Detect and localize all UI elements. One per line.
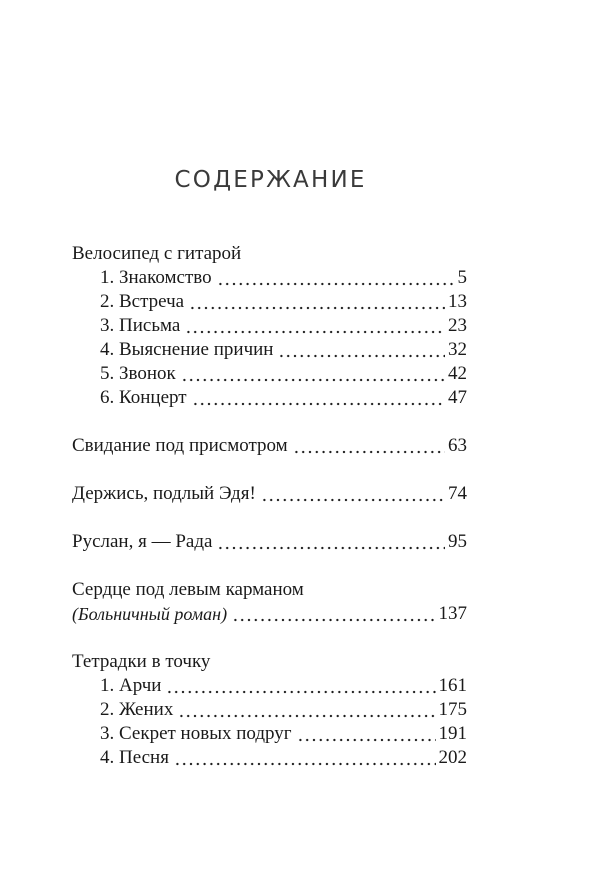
toc-entry xyxy=(72,386,467,410)
toc-section-title: Руслан, я — Рада xyxy=(72,531,213,552)
toc-entry xyxy=(72,674,467,698)
toc-section-subtitle: (Больничный роман) xyxy=(72,604,228,624)
toc-page-number: 74 xyxy=(448,483,467,504)
toc-entry-label: 1. Арчи xyxy=(100,675,162,696)
toc-entry xyxy=(72,722,467,746)
toc-leader xyxy=(261,482,445,506)
toc-section-title: Тетрадки в точку xyxy=(72,651,211,672)
toc-leader xyxy=(189,290,445,314)
toc-entry-label: 3. Секрет новых подруг xyxy=(100,723,292,744)
toc-section-heading xyxy=(72,650,467,674)
toc-section xyxy=(72,434,467,458)
toc-section xyxy=(72,530,467,554)
toc-entry-label: 2. Встреча xyxy=(100,291,185,312)
toc-page-number: 137 xyxy=(438,603,467,624)
toc-page-number: 95 xyxy=(448,531,467,552)
toc-entry xyxy=(72,338,467,362)
toc-section-heading xyxy=(72,578,467,602)
toc-leader xyxy=(217,530,445,554)
toc-section xyxy=(72,578,467,626)
toc-page-number: 23 xyxy=(448,315,467,336)
toc-entry-label: 4. Выяснение причин xyxy=(100,339,274,360)
toc-page-number: 42 xyxy=(448,363,467,384)
toc-leader xyxy=(278,338,445,362)
toc-leader xyxy=(232,602,435,626)
toc-entry-label: 6. Концерт xyxy=(100,387,187,408)
toc-section xyxy=(72,482,467,506)
toc-entry xyxy=(72,482,467,506)
toc-entry-label: 2. Жених xyxy=(100,699,174,720)
toc-page-number: 5 xyxy=(457,267,467,288)
toc-leader xyxy=(297,722,436,746)
toc-page-number: 191 xyxy=(438,723,467,744)
toc-section-title: Велосипед с гитарой xyxy=(72,243,242,264)
toc-page-number: 202 xyxy=(438,747,467,768)
toc-leader xyxy=(166,674,435,698)
table-of-contents xyxy=(72,242,467,770)
toc-entry xyxy=(72,602,467,626)
toc-leader xyxy=(217,266,455,290)
toc-entry xyxy=(72,362,467,386)
toc-page-number: 13 xyxy=(448,291,467,312)
toc-entry xyxy=(72,314,467,338)
toc-leader xyxy=(178,698,435,722)
toc-page-number: 47 xyxy=(448,387,467,408)
toc-title: СОДЕРЖАНИЕ xyxy=(174,167,367,193)
toc-page-number: 161 xyxy=(438,675,467,696)
toc-section-title: Держись, подлый Эдя! xyxy=(72,483,256,504)
toc-entry xyxy=(72,530,467,554)
toc-entry-label: 5. Звонок xyxy=(100,363,176,384)
toc-page-number: 32 xyxy=(448,339,467,360)
toc-entry xyxy=(72,266,467,290)
toc-entry xyxy=(72,746,467,770)
toc-section-title: Свидание под присмотром xyxy=(72,435,288,456)
toc-leader xyxy=(185,314,445,338)
toc-section xyxy=(72,650,467,770)
toc-section xyxy=(72,242,467,410)
toc-section-heading xyxy=(72,242,467,266)
toc-leader xyxy=(293,434,445,458)
toc-page-number: 63 xyxy=(448,435,467,456)
toc-entry xyxy=(72,290,467,314)
toc-section-title: Сердце под левым карманом xyxy=(72,579,304,600)
toc-entry xyxy=(72,698,467,722)
toc-entry-label: 3. Письма xyxy=(100,315,181,336)
toc-leader xyxy=(181,362,445,386)
toc-entry xyxy=(72,434,467,458)
toc-entry-label: 1. Знакомство xyxy=(100,267,212,288)
toc-entry-label: 4. Песня xyxy=(100,747,169,768)
toc-leader xyxy=(174,746,436,770)
toc-page-number: 175 xyxy=(438,699,467,720)
toc-leader xyxy=(192,386,445,410)
